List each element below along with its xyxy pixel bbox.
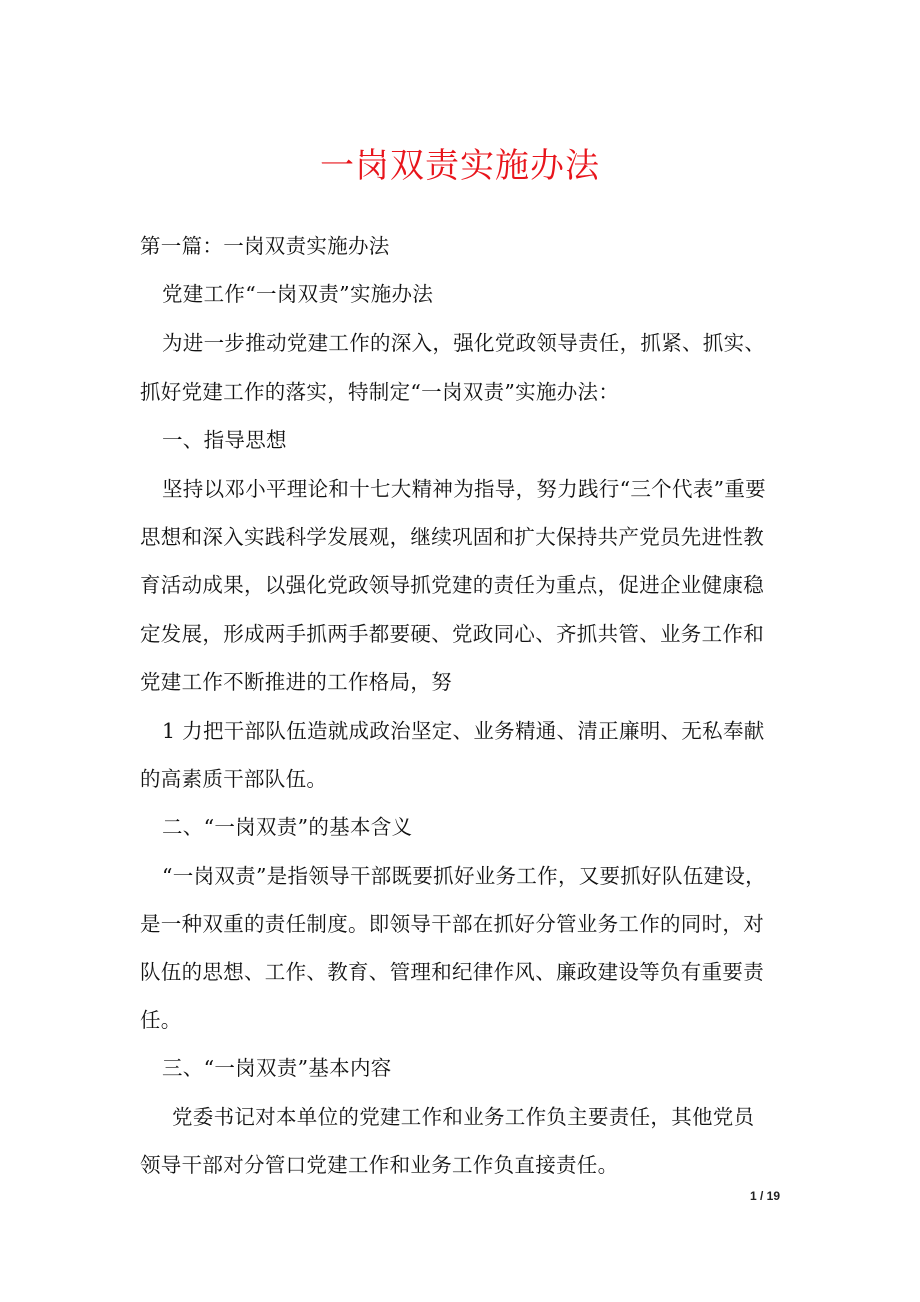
paragraph-line: 是一种双重的责任制度。即领导干部在抓好分管业务工作的同时，对 bbox=[140, 912, 764, 936]
paragraph-line: 的高素质干部队伍。 bbox=[140, 767, 328, 791]
paragraph-line: 党建工作不断推进的工作格局，努 bbox=[140, 670, 452, 694]
subtitle-line: 党建工作“一岗双责”实施办法 bbox=[162, 282, 434, 306]
paragraph-line: 抓好党建工作的落实，特制定“一岗双责”实施办法： bbox=[140, 380, 620, 404]
section-heading-first: 第一篇：一岗双责实施办法 bbox=[140, 234, 390, 258]
document-title: 一岗双责实施办法 bbox=[320, 146, 600, 186]
paragraph-line: 队伍的思想、工作、教育、管理和纪律作风、廉政建设等负有重要责 bbox=[140, 960, 764, 984]
paragraph-line: 领导干部对分管口党建工作和业务工作负直接责任。 bbox=[140, 1153, 619, 1177]
paragraph-line: 为进一步推动党建工作的深入，强化党政领导责任，抓紧、抓实、 bbox=[162, 331, 766, 355]
paragraph-line: 定发展，形成两手抓两手都要硬、党政同心、齐抓共管、业务工作和 bbox=[140, 622, 764, 646]
paragraph-line: 思想和深入实践科学发展观，继续巩固和扩大保持共产党员先进性教 bbox=[140, 525, 764, 549]
paragraph-line: 任。 bbox=[140, 1008, 182, 1032]
page-number: 1 / 19 bbox=[749, 1189, 780, 1203]
paragraph-line: 育活动成果，以强化党政领导抓党建的责任为重点，促进企业健康稳 bbox=[140, 573, 764, 597]
section-heading: 一、指导思想 bbox=[162, 428, 287, 452]
section-heading: 三、“一岗双责”基本内容 bbox=[162, 1056, 392, 1080]
paragraph-line: 坚持以邓小平理论和十七大精神为指导，努力践行“三个代表”重要 bbox=[162, 477, 766, 501]
paragraph-line: “一岗双责”是指领导干部既要抓好业务工作，又要抓好队伍建设， bbox=[162, 864, 766, 888]
paragraph-line: 1 力把干部队伍造就成政治坚定、业务精通、清正廉明、无私奉献 bbox=[162, 719, 765, 743]
paragraph-line: 党委书记对本单位的党建工作和业务工作负主要责任，其他党员 bbox=[172, 1105, 755, 1129]
section-heading: 二、“一岗双责”的基本含义 bbox=[162, 815, 413, 839]
